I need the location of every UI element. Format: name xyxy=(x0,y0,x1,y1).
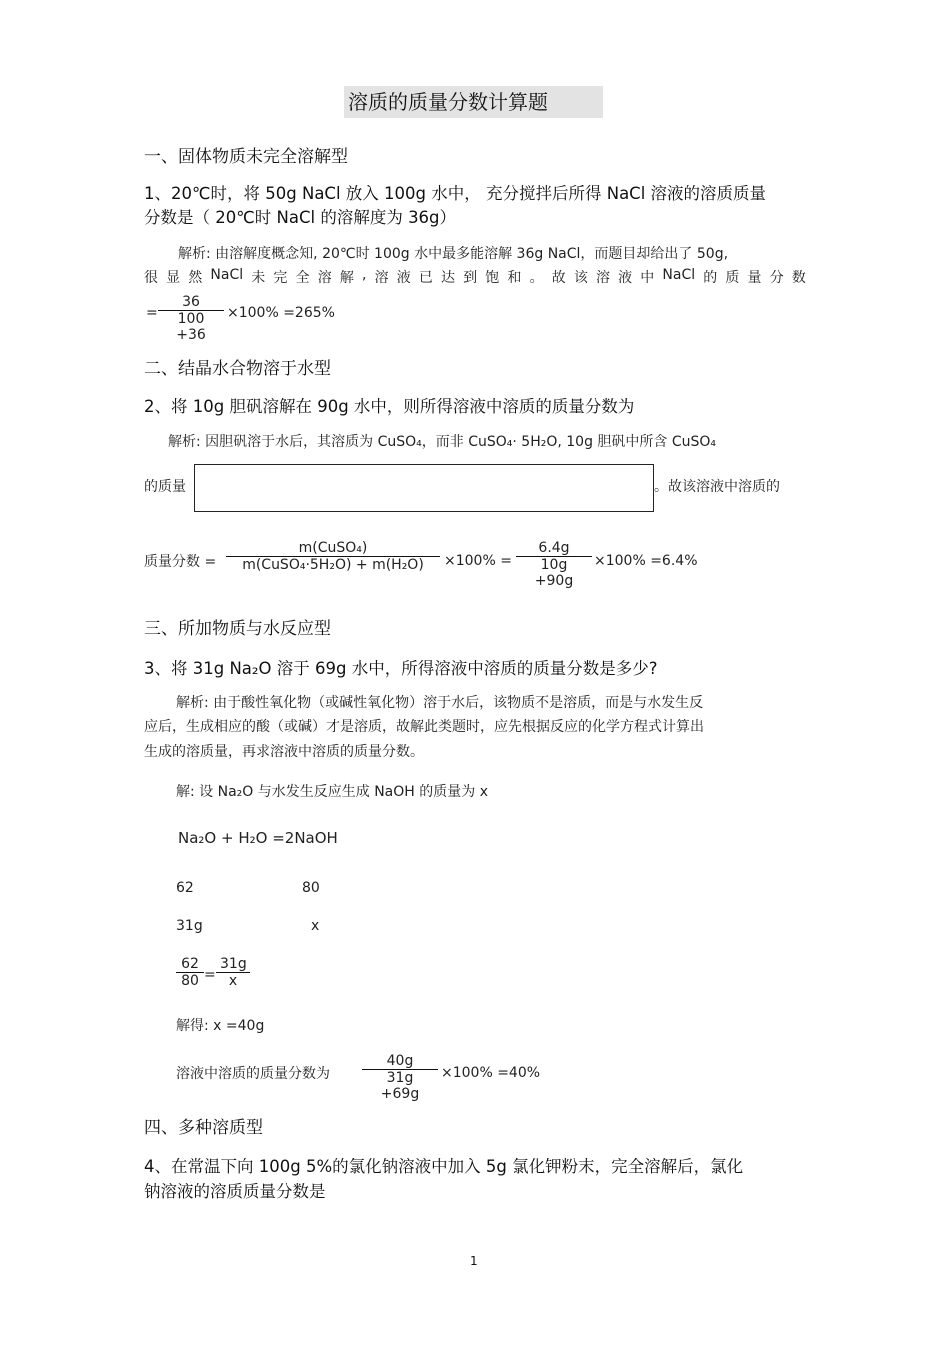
eq-1-suffix: ×100% =265% xyxy=(227,305,335,321)
page-title: 溶质的质量分数计算题 xyxy=(344,86,603,118)
spread-word: 量 xyxy=(747,270,762,286)
analysis-2-line-2-right: 。故该溶液中溶质的 xyxy=(654,479,780,495)
question-4-line-2: 钠溶液的溶质质量分数是 xyxy=(144,1182,326,1201)
fraction-3 xyxy=(362,1053,438,1102)
fraction-2b-denominator: 10g +90g xyxy=(534,557,574,589)
question-4-line-1: 4、在常温下向 100g 5%的氯化钠溶液中加入 5g 氯化钾粉末，完全溶解后，氯化 xyxy=(144,1157,744,1176)
fraction-3-denominator: 31g +69g xyxy=(380,1070,420,1102)
fraction-1-numerator: 36 xyxy=(182,294,200,310)
spread-word: 数 xyxy=(791,270,806,286)
spread-word: 的 xyxy=(703,270,718,286)
proportion-left xyxy=(176,956,204,989)
fraction-2a xyxy=(226,540,440,573)
proportion-right-numerator: 31g xyxy=(220,956,247,972)
section-4-heading: 四、多种溶质型 xyxy=(144,1118,263,1138)
spread-word: 饱 xyxy=(485,270,500,286)
spread-word: , xyxy=(361,267,367,283)
fraction-1-denominator: 100 +36 xyxy=(176,311,206,343)
molar-mass-na2o: 62 xyxy=(176,880,194,896)
spread-word: 达 xyxy=(441,270,455,286)
analysis-1-line-1: 解析: 由溶解度概念知, 20℃时 100g 水中最多能溶解 36g NaCl，而题目却给出了 50g, xyxy=(178,246,729,262)
mass-fraction-label-3: 溶液中溶质的质量分数为 xyxy=(176,1066,330,1082)
eq-3-result: ×100% =40% xyxy=(441,1065,541,1081)
section-1-heading: 一、固体物质未完全溶解型 xyxy=(144,147,348,167)
spread-word: 分 xyxy=(769,270,784,286)
analysis-2-line-1: 解析: 因胆矾溶于水后，其溶质为 CuSO₄，而非 CuSO₄· 5H₂O, 10g 胆矾中所含 CuSO₄ xyxy=(168,434,717,450)
spread-word: 和 xyxy=(507,270,522,286)
eq-2-mid: ×100% = xyxy=(444,553,512,569)
fraction-2b-numerator: 6.4g xyxy=(538,540,570,556)
question-1-line-2: 分数是（ 20℃时 NaCl 的溶解度为 36g） xyxy=(144,208,457,227)
answer-blank-box xyxy=(194,464,654,512)
fraction-1 xyxy=(158,294,224,343)
analysis-3-line-3: 生成的溶质量，再求溶液中溶质的质量分数。 xyxy=(144,744,424,760)
proportion-left-numerator: 62 xyxy=(181,956,199,972)
molar-mass-naoh: 80 xyxy=(302,880,320,896)
spread-word: 未 xyxy=(251,270,266,286)
spread-word: 质 xyxy=(725,270,740,286)
question-3-line: 3、将 31g Na₂O 溶于 69g 水中，所得溶液中溶质的质量分数是多少? xyxy=(144,659,658,678)
proportion-left-denominator: 80 xyxy=(181,973,199,989)
fraction-2a-numerator: m(CuSO₄) xyxy=(298,540,368,556)
proportion-equals: = xyxy=(204,967,216,983)
spread-word: 然 xyxy=(188,270,203,286)
spread-word: 已 xyxy=(418,270,433,286)
spread-word: 故 xyxy=(551,270,566,286)
unknown-mass-naoh: x xyxy=(311,918,320,934)
section-2-heading: 二、结晶水合物溶于水型 xyxy=(144,359,331,379)
spread-word: NaCl xyxy=(210,267,244,283)
analysis-3-line-1: 解析: 由于酸性氧化物（或碱性氧化物）溶于水后，该物质不是溶质，而是与水发生反 xyxy=(176,695,704,711)
question-1-line-1: 1、20℃时，将 50g NaCl 放入 100g 水中， 充分搅拌后所得 NaCl 溶液的溶质质量 xyxy=(144,184,767,203)
given-mass-na2o: 31g xyxy=(176,918,203,934)
spread-word: 很 xyxy=(144,270,158,286)
page-number: 1 xyxy=(470,1254,478,1268)
spread-word: 到 xyxy=(463,270,478,286)
fraction-2a-denominator: m(CuSO₄·5H₂O) + m(H₂O) xyxy=(242,557,424,573)
spread-word: 溶 xyxy=(317,270,332,286)
section-3-heading: 三、所加物质与水反应型 xyxy=(144,619,331,639)
proportion-right-denominator: x xyxy=(228,973,238,989)
analysis-1-line-2 xyxy=(144,267,806,287)
solution-setup: 解: 设 Na₂O 与水发生反应生成 NaOH 的质量为 x xyxy=(176,784,488,800)
spread-word: 溶 xyxy=(374,270,389,286)
proportion-right xyxy=(216,956,250,989)
spread-word: 中 xyxy=(640,270,655,286)
mass-fraction-label-2: 质量分数 = xyxy=(144,554,217,570)
spread-word: 液 xyxy=(618,270,633,286)
spread-word: 解 xyxy=(339,270,354,286)
eq-2-result: ×100% =6.4% xyxy=(594,553,698,569)
solve-result: 解得: x =40g xyxy=(176,1018,265,1034)
spread-word: 显 xyxy=(166,270,181,286)
eq-1-prefix: = xyxy=(146,305,158,321)
fraction-2b xyxy=(516,540,592,589)
spread-word: 全 xyxy=(295,270,310,286)
fraction-3-numerator: 40g xyxy=(386,1053,414,1069)
spread-word: 液 xyxy=(396,270,411,286)
analysis-3-line-2: 应后，生成相应的酸（或碱）才是溶质，故解此类题时，应先根据反应的化学方程式计算出 xyxy=(144,719,704,735)
spread-word: 完 xyxy=(273,270,288,286)
reaction-equation: Na₂O + H₂O =2NaOH xyxy=(178,829,338,847)
spread-word: 该 xyxy=(573,270,588,286)
spread-word: 溶 xyxy=(595,270,610,286)
question-2-line: 2、将 10g 胆矾溶解在 90g 水中，则所得溶液中溶质的质量分数为 xyxy=(144,397,635,416)
analysis-2-line-2-left: 的质量 xyxy=(144,479,186,495)
spread-word: 。 xyxy=(529,270,544,286)
spread-word: NaCl xyxy=(662,267,696,283)
